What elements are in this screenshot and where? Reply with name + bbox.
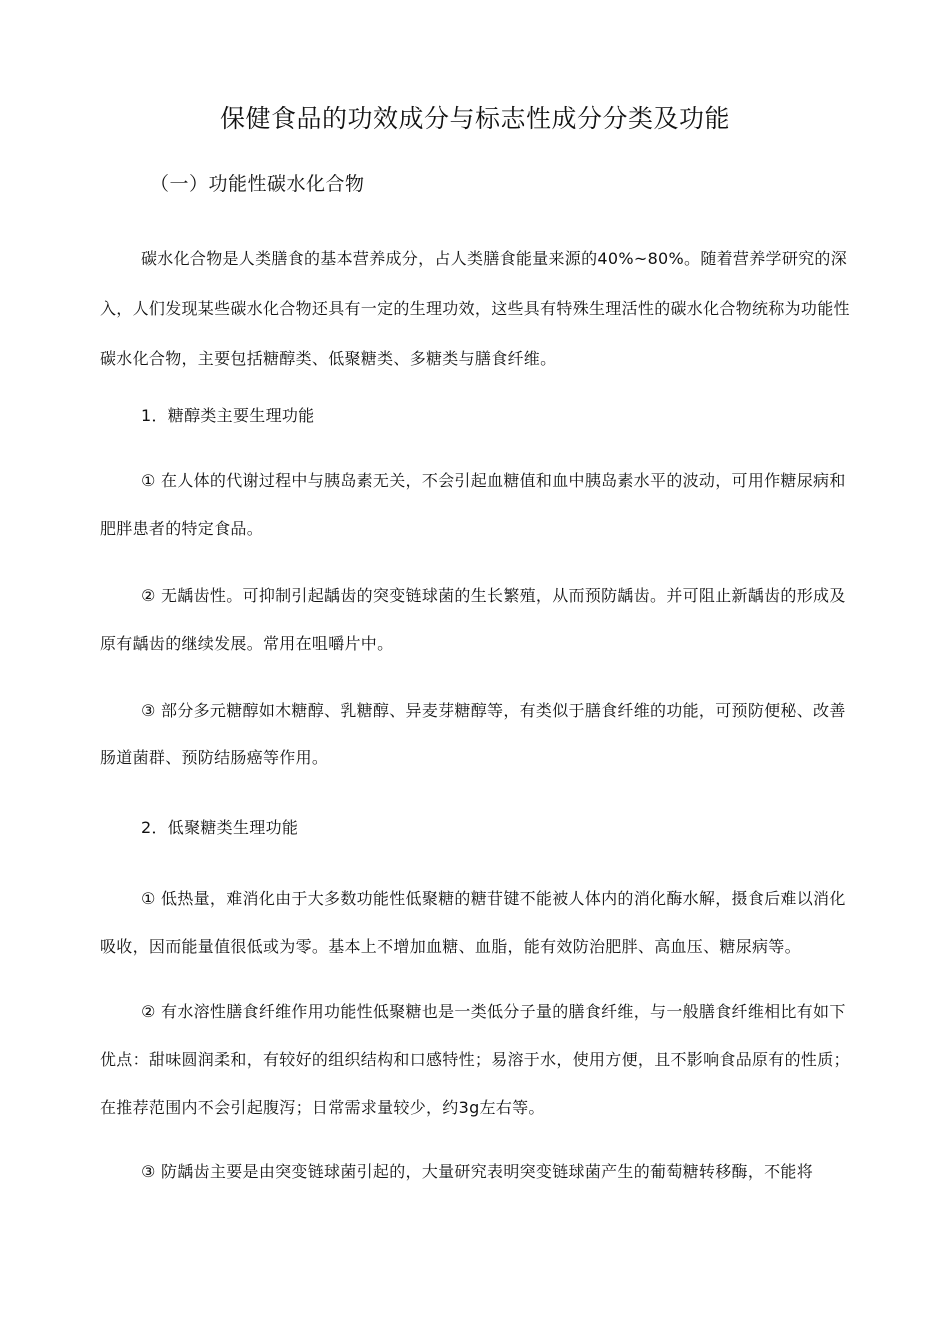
subsection-2-item-2: [100, 988, 860, 1132]
subsection-2-item-3: [100, 1148, 860, 1196]
list-item-text: ② 无龋齿性。可抑制引起龋齿的突变链球菌的生长繁殖，从而预防龋齿。并可阻止新龋齿的形成及原有龋齿的继续发展。常用在咀嚼片中。: [100, 586, 846, 653]
subsection-2-heading: 2．低聚糖类生理功能: [141, 818, 299, 837]
intro-paragraph: [100, 234, 860, 384]
section-heading: （一）功能性碳水化合物: [150, 173, 365, 195]
subsection-1-item-1: [100, 457, 860, 553]
subsection-1-item-3: [100, 687, 860, 781]
subsection-2-item-1: [100, 875, 860, 971]
list-item-text: ① 在人体的代谢过程中与胰岛素无关，不会引起血糖值和血中胰岛素水平的波动，可用作糖尿病和肥胖患者的特定食品。: [100, 471, 846, 538]
list-item-text: ③ 部分多元糖醇如木糖醇、乳糖醇、异麦芽糖醇等，有类似于膳食纤维的功能，可预防便秘、改善肠道菌群、预防结肠癌等作用。: [100, 701, 846, 767]
subsection-1-heading: 1．糖醇类主要生理功能: [141, 406, 315, 425]
subsection-1-item-2: [100, 572, 860, 668]
list-item-text: ② 有水溶性膳食纤维作用功能性低聚糖也是一类低分子量的膳食纤维，与一般膳食纤维相比有如下优点：甜味圆润柔和，有较好的组织结构和口感特性；易溶于水，使用方便，且不影响食品原有的性质；在推荐范围内不会引起腹泻；日常需求量较少，约3g左右等。: [100, 1002, 850, 1117]
list-item-text: ③ 防龋齿主要是由突变链球菌引起的，大量研究表明突变链球菌产生的葡萄糖转移酶，不能将: [141, 1162, 814, 1181]
list-item-text: ① 低热量，难消化由于大多数功能性低聚糖的糖苷键不能被人体内的消化酶水解，摄食后难以消化吸收，因而能量值很低或为零。基本上不增加血糖、血脂，能有效防治肥胖、高血压、糖尿病等。: [100, 889, 846, 956]
intro-text: 碳水化合物是人类膳食的基本营养成分，占人类膳食能量来源的40%~80%。随着营养学研究的深入，人们发现某些碳水化合物还具有一定的生理功效，这些具有特殊生理活性的碳水化合物统称为功能性碳水化合物，主要包括糖醇类、低聚糖类、多糖类与膳食纤维。: [100, 249, 850, 368]
document-title: 保健食品的功效成分与标志性成分分类及功能: [219, 104, 730, 133]
